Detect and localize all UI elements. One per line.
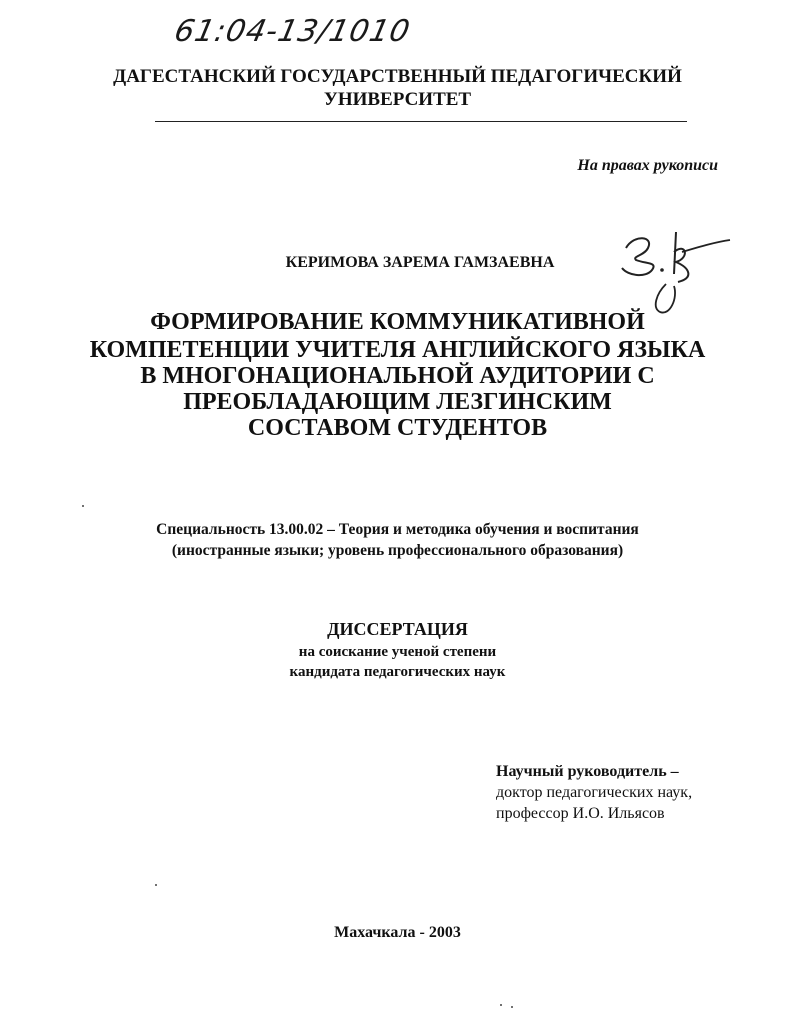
scan-speck [511, 1006, 513, 1008]
title-line-5: СОСТАВОМ СТУДЕНТОВ [247, 415, 548, 441]
scan-speck [155, 884, 157, 886]
advisor-name: профессор И.О. Ильясов [496, 805, 665, 822]
specialty-line-2: (иностранные языки; уровень профессионального образования) [171, 542, 624, 559]
advisor-label: Научный руководитель – [496, 763, 679, 780]
header-divider [155, 121, 687, 122]
advisor-degree: доктор педагогических наук, [496, 784, 693, 801]
degree-line-1: на соискание ученой степени [298, 644, 497, 660]
degree-line-2: кандидата педагогических наук [289, 664, 506, 680]
author-name: КЕРИМОВА ЗАРЕМА ГАМЗАЕВНА [285, 254, 555, 271]
title-line-4: ПРЕОБЛАДАЮЩИМ ЛЕЗГИНСКИМ [183, 389, 612, 415]
specialty-line-1: Специальность 13.00.02 – Теория и методика обучения и воспитания [156, 521, 639, 538]
city-year: Махачкала - 2003 [334, 924, 461, 941]
dissertation-label: ДИССЕРТАЦИЯ [327, 619, 468, 639]
university-name-line-2: УНИВЕРСИТЕТ [323, 89, 472, 110]
university-name-line-1: ДАГЕСТАНСКИЙ ГОСУДАРСТВЕННЫЙ ПЕДАГОГИЧЕСКИЙ [113, 66, 682, 87]
title-line-1: ФОРМИРОВАНИЕ КОММУНИКАТИВНОЙ [150, 309, 645, 335]
title-line-3: В МНОГОНАЦИОНАЛЬНОЙ АУДИТОРИИ С [140, 363, 655, 389]
scan-speck [82, 505, 84, 507]
archive-code-handwritten: 61:04-13/1010 [171, 14, 414, 49]
scan-speck [500, 1004, 502, 1006]
manuscript-note: На правах рукописи [577, 157, 718, 174]
title-line-2: КОМПЕТЕНЦИИ УЧИТЕЛЯ АНГЛИЙСКОГО ЯЗЫКА [89, 337, 706, 363]
